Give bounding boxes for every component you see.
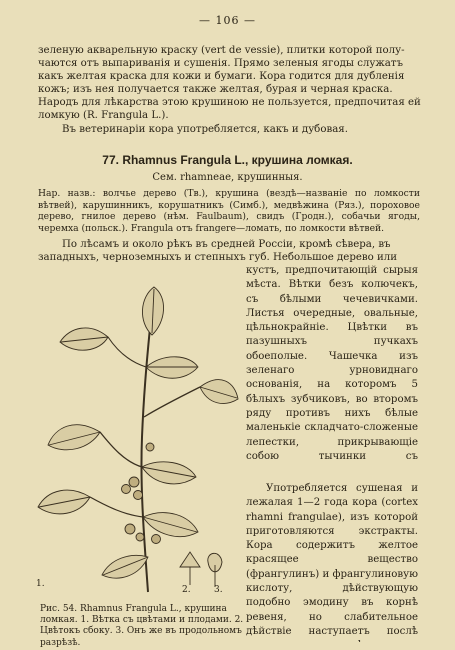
figure-label-3: 3. bbox=[214, 585, 223, 595]
frangula-drawing bbox=[30, 267, 242, 597]
family-line: Сем. rhamneae, крушинныя. bbox=[152, 172, 303, 183]
figure-label-1: 1. bbox=[36, 579, 45, 589]
text-line: зеленую акварельную краску (vert de vessie), плитки которой полу- bbox=[38, 45, 405, 56]
plant-illustration bbox=[30, 267, 242, 597]
page-number: — 106 — bbox=[199, 14, 256, 27]
usage-text: Употребляется сушеная и лежалая 1—2 года кора (cortex rhamni frangulae), изъ которой приготовляются экстракты. Кора содержитъ желтое красящее вещество (франгулинъ) и франгулиновую кислоту, дѣйствующую подобно эмодину въ корнѣ ревеня, но слабительное дѣйствіе наступаетъ послѣ bbox=[246, 483, 418, 637]
intro-line: По лѣсамъ и около рѣкъ въ средней Россіи, кромѣ сѣвера, въ bbox=[62, 239, 391, 250]
text-line: Народъ для лѣкарства этою крушиною не пользуется, предпочитая ей bbox=[38, 97, 421, 108]
figure-caption: Рис. 54. Rhamnus Frangula L., крушина ломкая. 1. Вѣтка съ цвѣтами и плодами. 2. Цвѣтокъ сбоку. 3. Онъ же въ продольномъ разрѣзѣ. bbox=[40, 604, 244, 648]
vet-use-line: Въ ветеринаріи кора употребляется, какъ и дубовая. bbox=[62, 124, 348, 135]
section-heading: 77. Rhamnus Frangula L., крушина ломкая. bbox=[102, 153, 353, 167]
text-line: кожъ; изъ нея получается также желтая, бурая и черная краска. bbox=[38, 84, 393, 95]
description-text: кустъ, предпочитающій сырыя мѣста. Вѣтки безъ колючекъ, съ бѣлыми чечевичками. Листья очередные, овальные, цѣльнокрайніе. Цвѣтки въ пазушныхъ пучкахъ обоеполые. Чашечка изъ зеленаго урновиднаго основанія, на которомъ 5 бѣлыхъ зубчиковъ, во второмъ ряду противъ нихъ бѣлые маленькіе складчато-сложеные лепестки, прикрывающіе собою тычинки съ bbox=[246, 265, 418, 462]
intro-line: западныхъ, черноземныхъ и степныхъ губ. Небольшое дерево или bbox=[38, 252, 398, 263]
figure-label-2: 2. bbox=[182, 585, 191, 595]
common-names: Нар. назв.: волчье дерево (Тв.), крушина (вездѣ—названіе по ломкости вѣтвей), карушинникъ, корушатникъ (Симб.), медвѣжина (Ряз.), пороховое дерево, гнилое дерево (нѣм. Faulbaum), свидъ (Гродн.), собачьи ягоды, черемха (польск.). Frangula отъ frangere—ломать, по ломкости вѣтвей. bbox=[38, 188, 420, 234]
text-line: ломкую (R. Frangula L.). bbox=[38, 110, 169, 121]
text-line: чаются отъ выпариванія и сушенія. Прямо зеленыя ягоды служатъ bbox=[38, 58, 403, 69]
text-line: какъ желтая краска для кожи и бумаги. Кора годится для дубленія bbox=[38, 71, 405, 82]
